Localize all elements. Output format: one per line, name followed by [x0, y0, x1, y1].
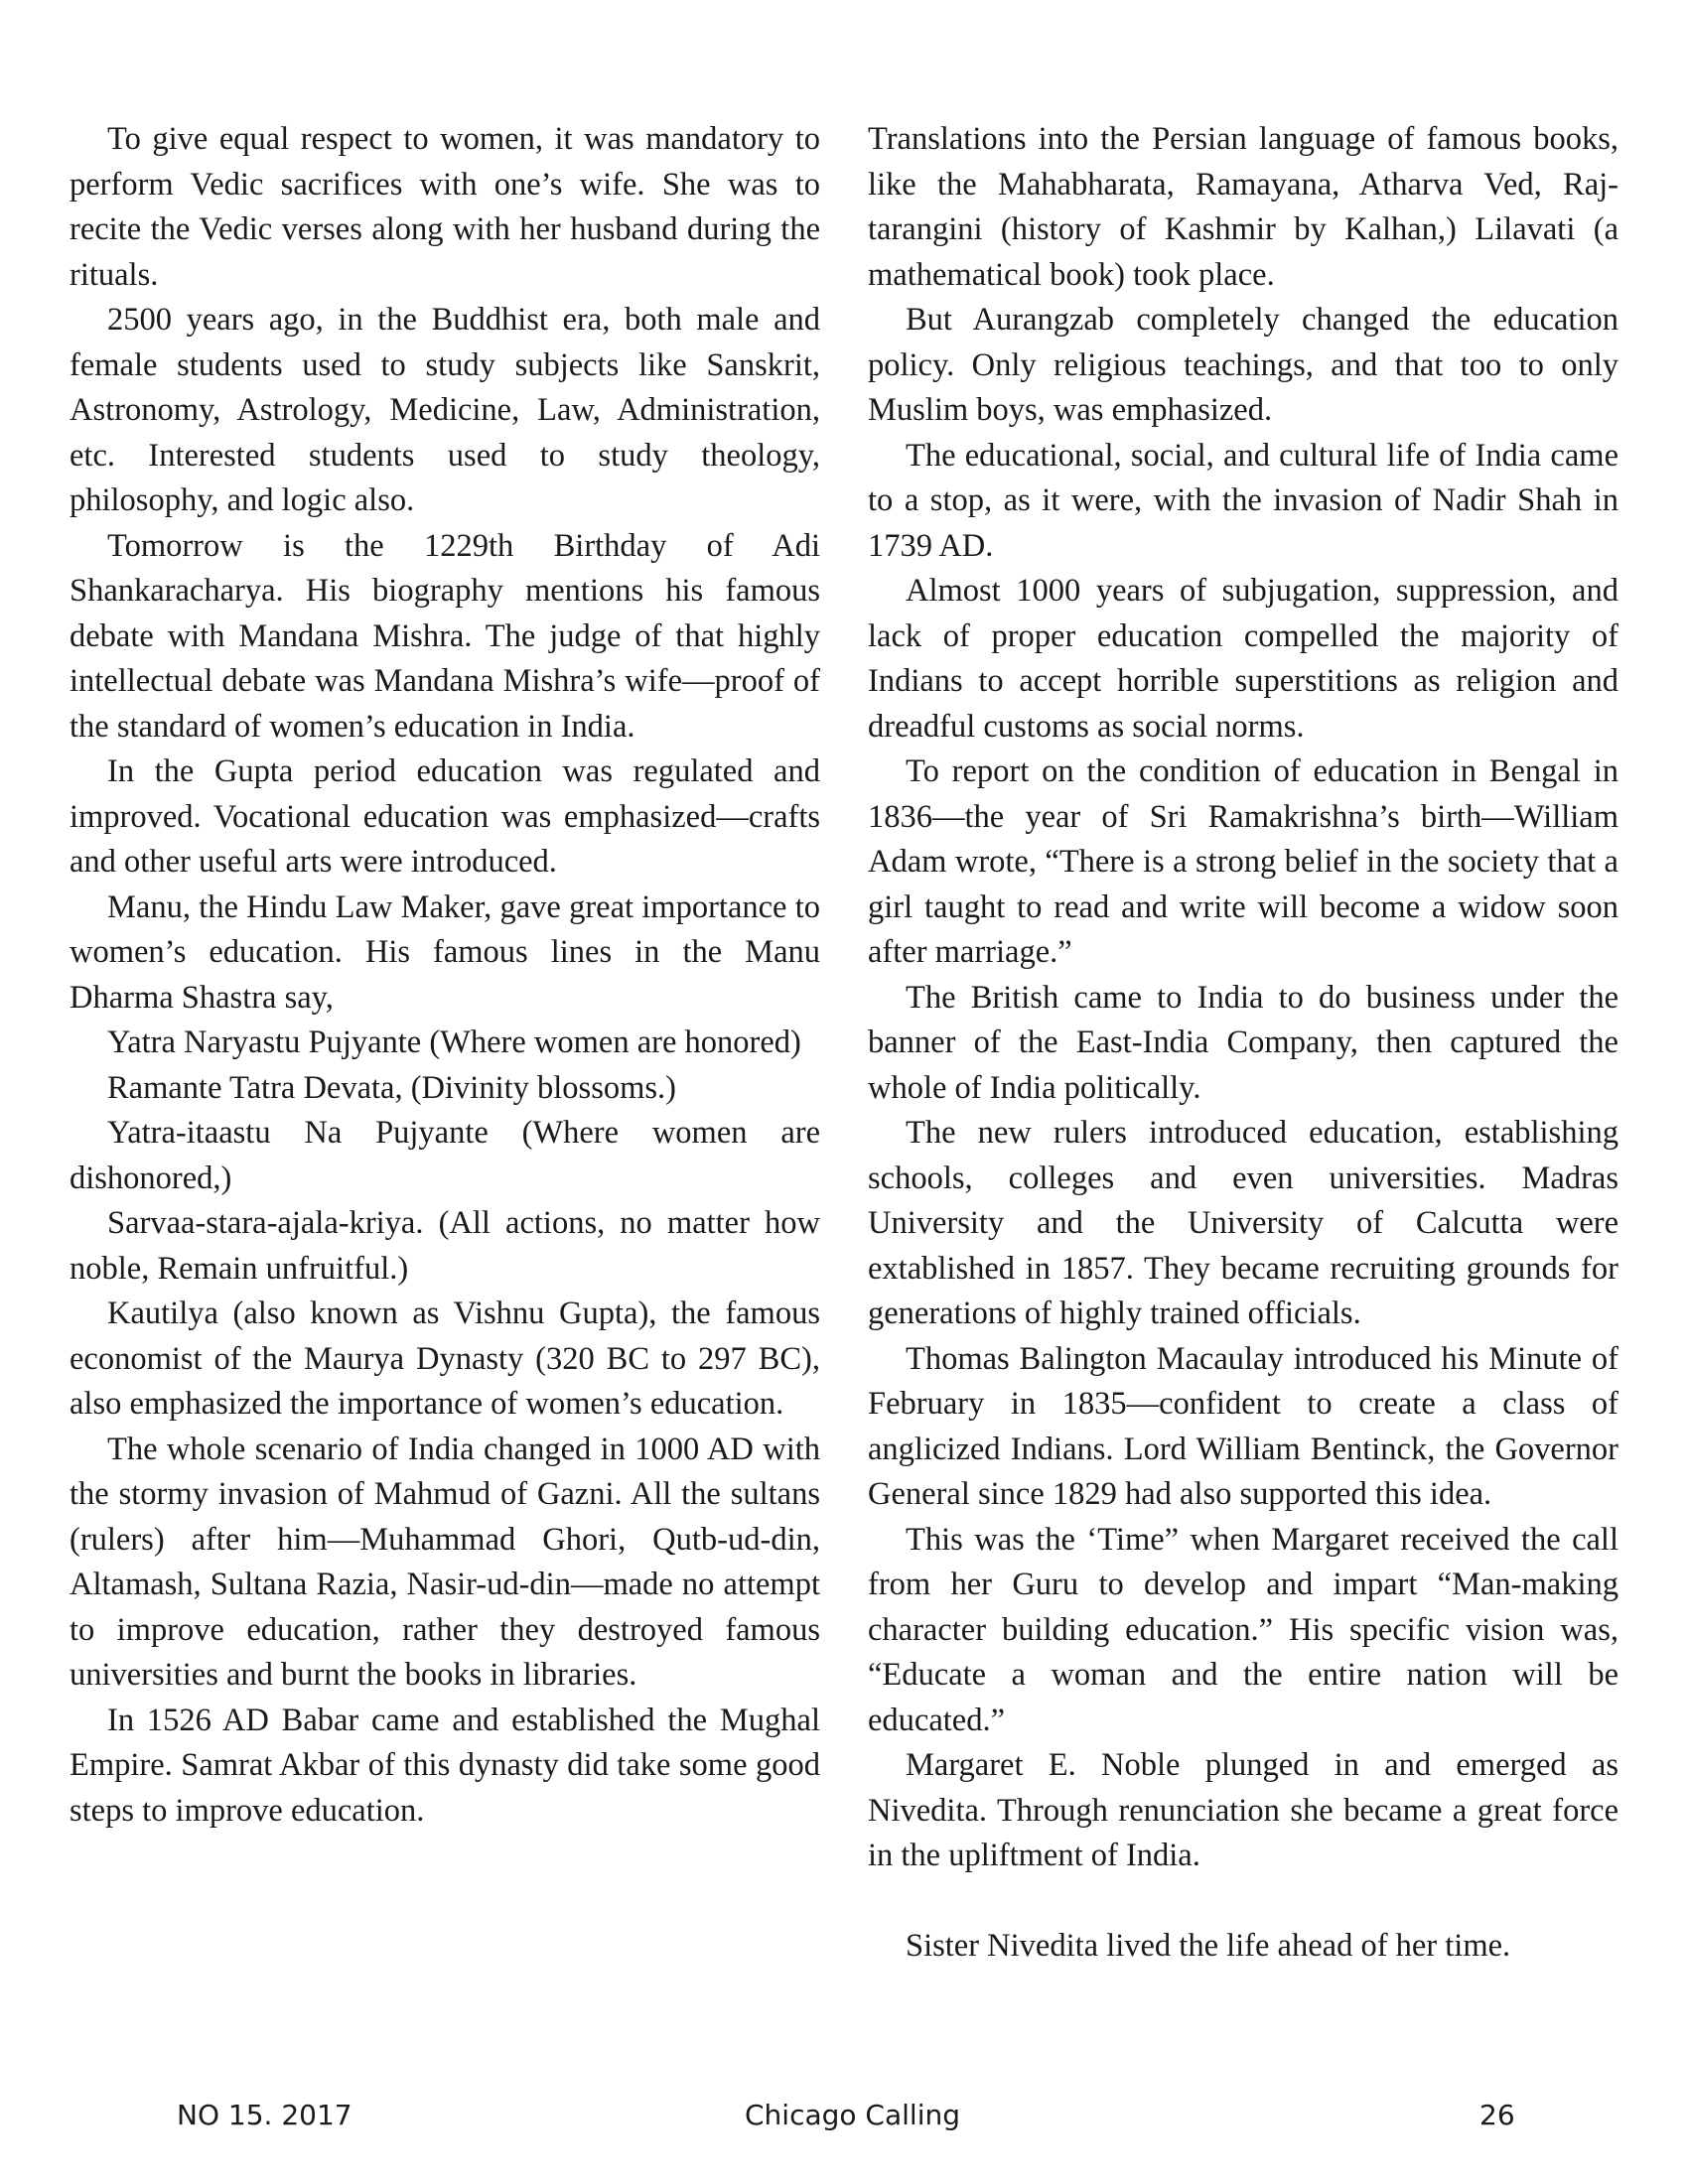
paragraph-kautilya: Kautilya (also known as Vishnu Gupta), the famous economist of the Maurya Dynasty (320 BC to 297 BC), also emphasized the importance of women’s education. — [70, 1296, 820, 1422]
paragraph-new-rulers: The new rulers introduced education, establishing schools, colleges and even universities. Madras University and the University of Calcutta were extablished in 1857. They became recruiting grounds for generations of highly trained officials. — [868, 1115, 1618, 1331]
paragraph-william-adam: To report on the condition of education in Bengal in 1836—the year of Sri Ramakrishna’s birth—William Adam wrote, “There is a strong belief in the society that a girl taught to read and write will become a widow soon after marriage.” — [868, 753, 1618, 970]
verse-line-1: Yatra Naryastu Pujyante (Where women are honored) — [107, 1024, 801, 1060]
paragraph-manu: Manu, the Hindu Law Maker, gave great importance to women’s education. His famous lines in the Manu Dharma Shastra say, — [70, 888, 820, 1016]
paragraph-macaulay: Thomas Balington Macaulay introduced his Minute of February in 1835—confident to create a class of anglicized Indians. Lord William Bentinck, the Governor General since 1829 had also supported this idea. — [868, 1340, 1618, 1512]
paragraph-adi-shankaracharya: Tomorrow is the 1229th Birthday of Adi Shankaracharya. His biography mentions his famous debate with Mandana Mishra. The judge of that highly intellectual debate was Mandana Mishra’s wife—proof of the standard of women’s education in India. — [70, 527, 820, 745]
verse-line-2: Ramante Tatra Devata, (Divinity blossoms.) — [107, 1069, 676, 1106]
left-column — [70, 117, 820, 1834]
paragraph-persian-translations: Translations into the Persian language of famous books, like the Mahabharata, Ramayana, Atharva Ved, Raj-tarangini (history of Kashmir by Kalhan,) Lilavati (a mathematical book) took place. — [868, 121, 1618, 293]
paragraph-vedic-sacrifices: To give equal respect to women, it was mandatory to perform Vedic sacrifices with one’s wife. She was to recite the Vedic verses along with her husband during the rituals. — [70, 121, 820, 293]
verse-line-3: Yatra-itaastu Na Pujyante (Where women are dishonored,) — [70, 1115, 820, 1196]
footer-issue: NO 15. 2017 — [177, 2099, 352, 2131]
paragraph-buddhist-era: 2500 years ago, in the Buddhist era, both male and female students used to study subjects like Sanskrit, Astronomy, Astrology, Medicine, Law, Administration, etc. Interested students used to study theology, philosophy, and logic also. — [70, 302, 820, 518]
paragraph-babar: In 1526 AD Babar came and established the Mughal Empire. Samrat Akbar of this dynasty did take some good steps to improve education. — [70, 1702, 820, 1829]
paragraph-british: The British came to India to do business under the banner of the East-India Company, then captured the whole of India politically. — [868, 979, 1618, 1106]
paragraph-gupta-period: In the Gupta period education was regulated and improved. Vocational education was emphasized—crafts and other useful arts were introduced. — [70, 753, 820, 880]
verse-line-4: Sarvaa-stara-ajala-kriya. (All actions, no matter how noble, Remain unfruitful.) — [70, 1205, 820, 1287]
paragraph-nivedita: Margaret E. Noble plunged in and emerged as Nivedita. Through renunciation she became a great force in the upliftment of India. — [868, 1747, 1618, 1873]
paragraph-closing: Sister Nivedita lived the life ahead of her time. — [906, 1927, 1511, 1964]
footer-publication: Chicago Calling — [745, 2099, 960, 2131]
paragraph-margaret-call: This was the ‘Time” when Margaret received the call from her Guru to develop and impart “Man-making character building education.” His specific vision was, “Educate a woman and the entire nation will be educated.” — [868, 1521, 1618, 1738]
footer-page-number: 26 — [1479, 2099, 1515, 2131]
paragraph-nadir-shah: The educational, social, and cultural life of India came to a stop, as it were, with the invasion of Nadir Shah in 1739 AD. — [868, 437, 1618, 564]
paragraph-aurangzab: But Aurangzab completely changed the education policy. Only religious teachings, and that too to only Muslim boys, was emphasized. — [868, 302, 1618, 428]
paragraph-mahmud-of-gazni: The whole scenario of India changed in 1000 AD with the stormy invasion of Mahmud of Gazni. All the sultans (rulers) after him—Muhammad Ghori, Qutb-ud-din, Altamash, Sultana Razia, Nasir-ud-din—made no attempt to improve education, rather they destroyed famous universities and burnt the books in libraries. — [70, 1431, 820, 1693]
paragraph-subjugation: Almost 1000 years of subjugation, suppression, and lack of proper education compelled the majority of Indians to accept horrible superstitions as religion and dreadful customs as social norms. — [868, 573, 1618, 745]
right-column — [868, 117, 1618, 1969]
